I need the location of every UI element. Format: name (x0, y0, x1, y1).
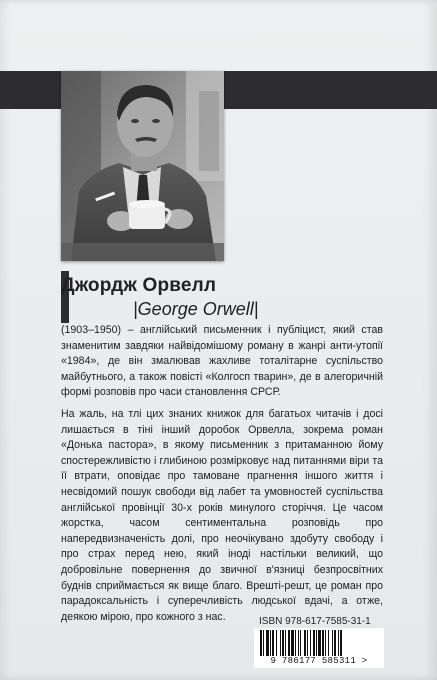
annotation-paragraph: На жаль, на тлі цих знаних книжок для багатьох читачів і досі лишається в тіні інший доробок Орвелла, зокрема роман «Донька пастора», в якому письменник з притаманною йому спостережливістю і глибиною розмірковує над питаннями віри та її втрати, оповідає про тамоване прагнення іншого життя і несвідомий пошук свободи від лабет та умовностей суспільства англійської провінції 30-х років минулого сторіччя. Це часом жорстка, часом сентиментальна розповідь про напередвизначеність долі, про неочікувано здобуту свободу і про страх перед нею, який іноді настільки великий, що добровільне повернення до звичної в'язниці безпросвітних буднів сприймається як вище благо. Врешті-решт, це роман про парадоксальність і суперечливість людської вдачі, а отже, деякою мірою, про кожного з нас. (61, 408, 383, 623)
author-name-original: |George Orwell| (133, 299, 259, 319)
barcode-bars (260, 630, 378, 656)
isbn-number: ISBN 978-617-7585-31-1 (259, 616, 371, 627)
barcode-digits (254, 656, 384, 666)
author-photo (61, 71, 224, 261)
author-name: Джордж Орвелл (61, 275, 217, 296)
barcode-arrow: > (361, 656, 368, 666)
barcode (254, 628, 384, 668)
barcode-digits-text: 9 786177 585311 (270, 656, 357, 666)
bio-paragraph: (1903–1950) – англійський письменник і публіцист, який став знаменитим завдяки найвідомішому роману в жанрі анти-утопії «1984», де він змалював жахливе тоталітарне суспільство майбутнього, а також повісті «Колгосп тварин», де в алегоричній формі розповів про часи становлення СРСР. (61, 324, 383, 399)
